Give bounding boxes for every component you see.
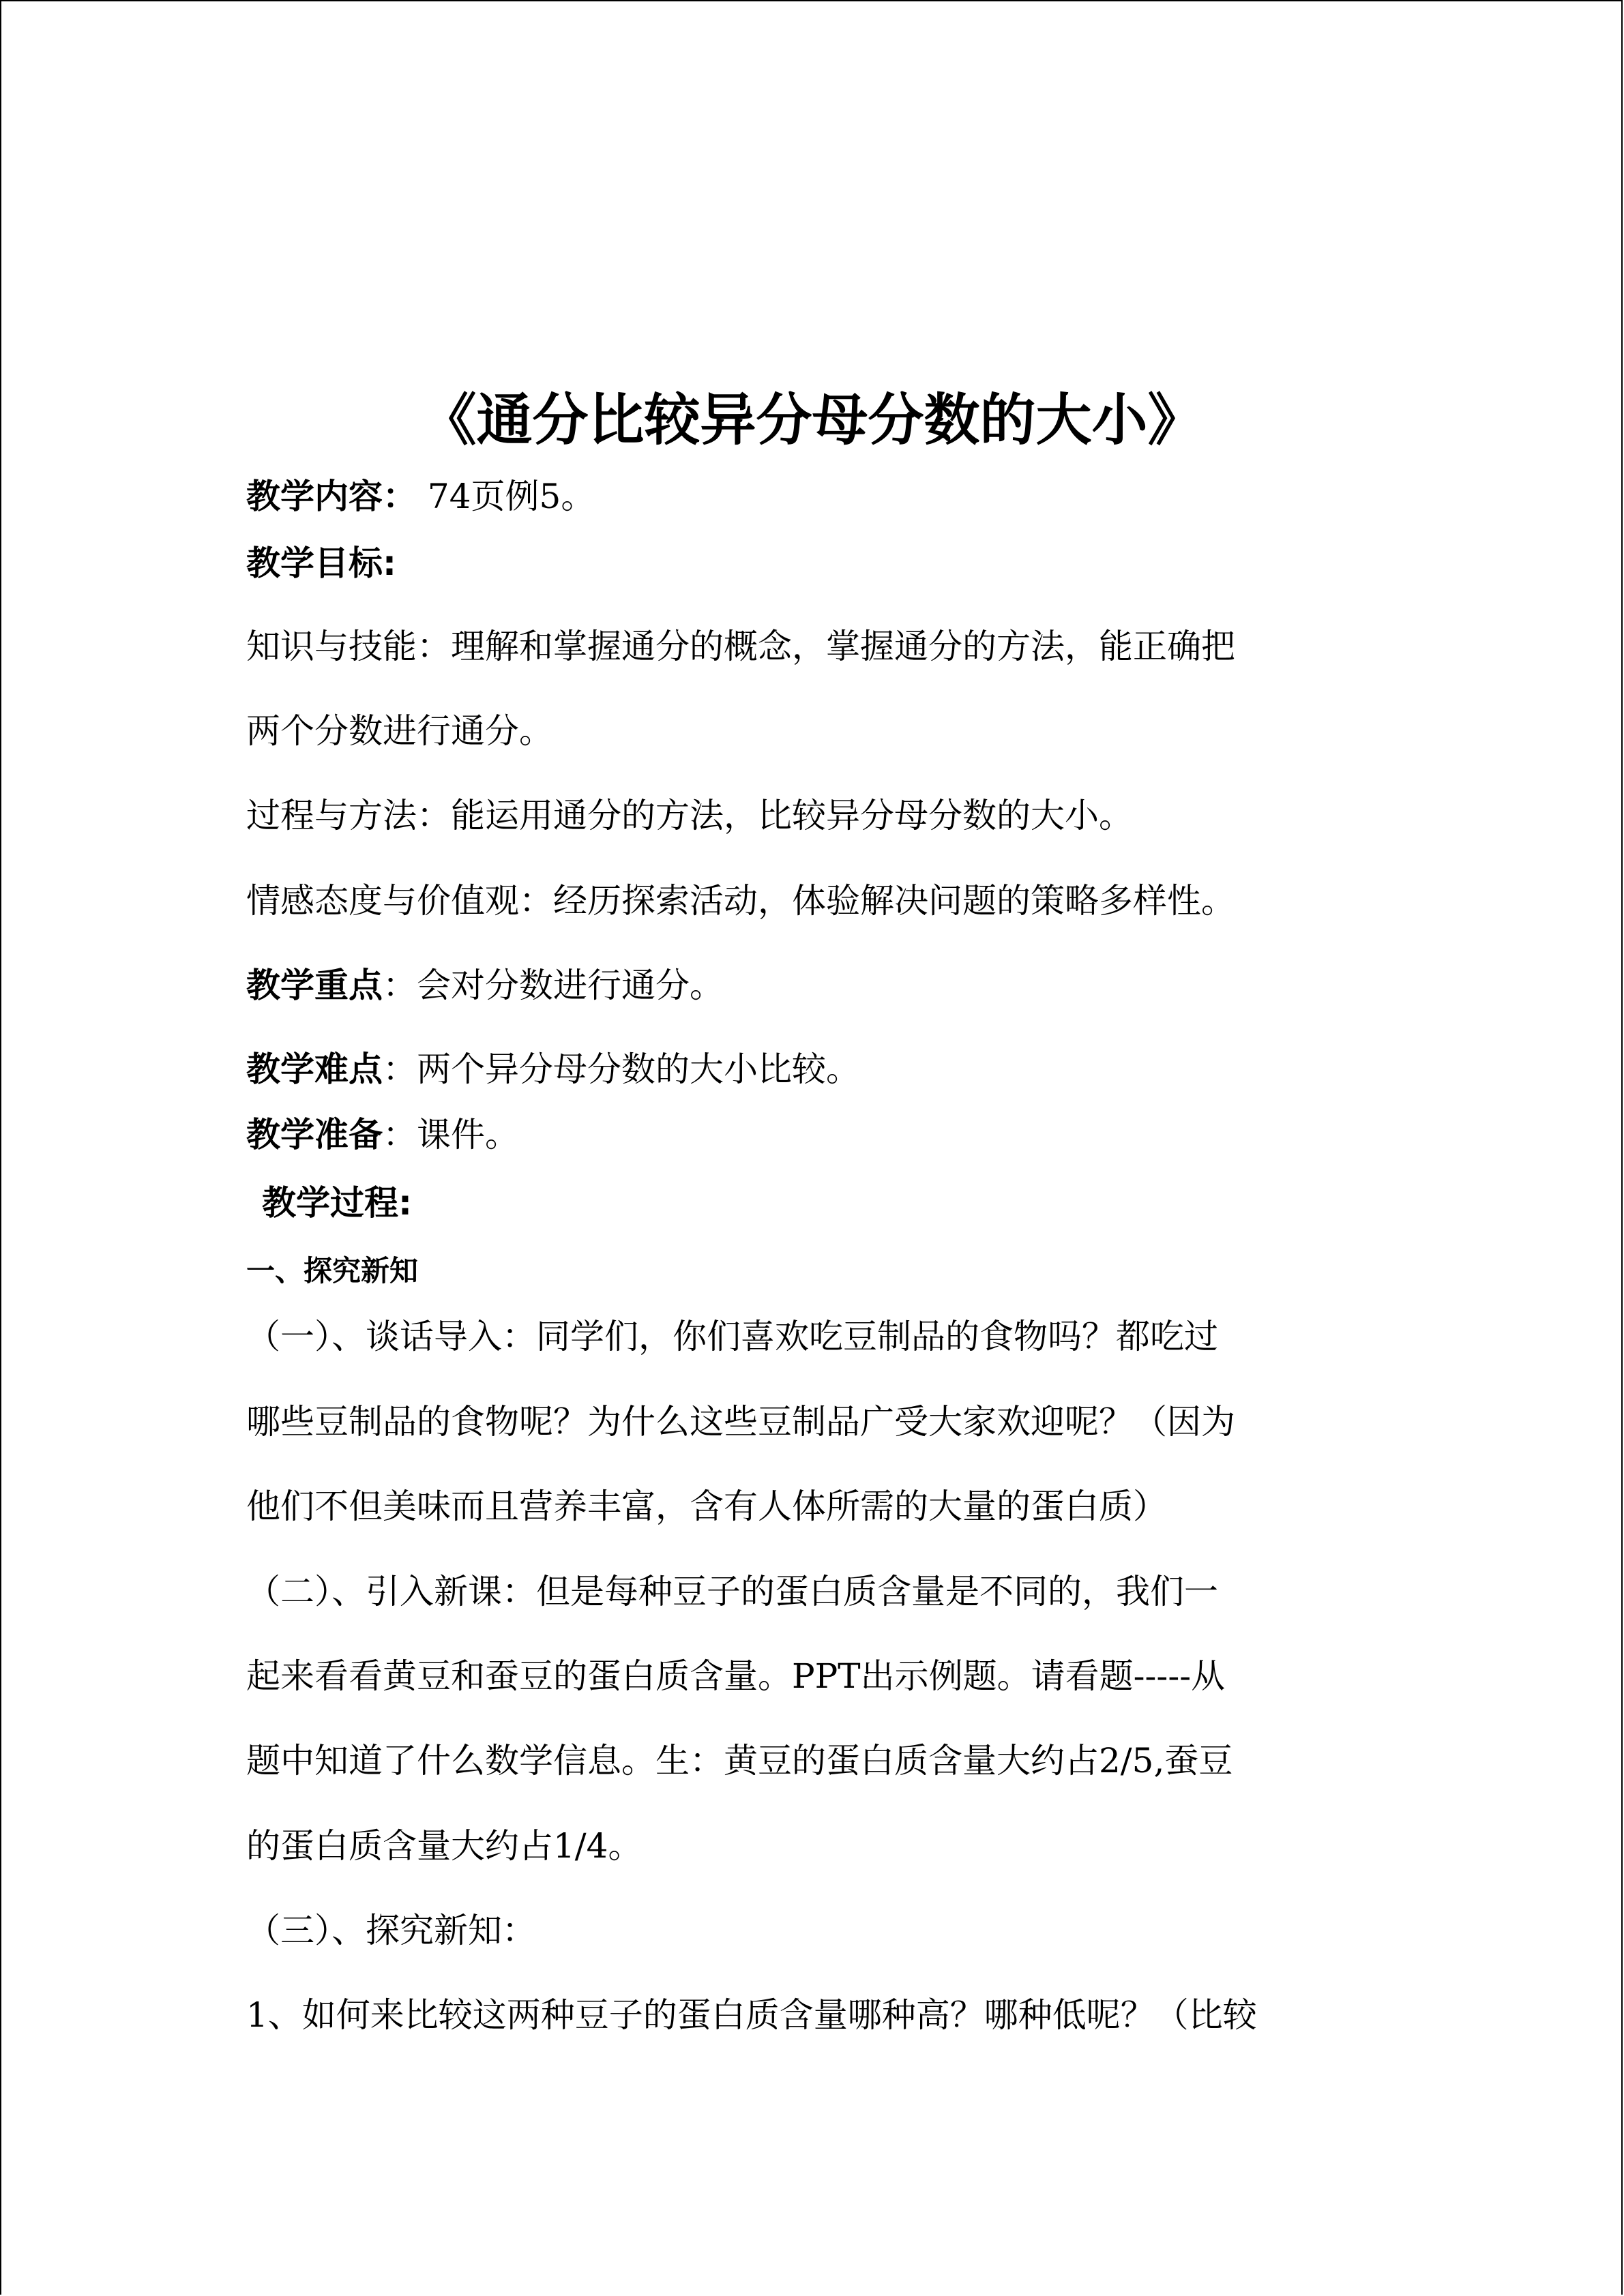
key-point-line [246,964,724,1007]
intro-line-1: （一）、谈话导入：同学们，你们喜欢吃豆制品的食物吗？都吃过 [246,1317,1218,1356]
objective-emotion-line: 情感态度与价值观：经历探索活动，体验解决问题的策略多样性。 [246,881,1235,921]
preparation-label: 教学准备 [246,1115,383,1154]
teaching-objectives-label: 教学目标: [246,543,396,583]
teaching-content-label: 教学内容： [246,477,417,516]
preparation-value: ：课件。 [383,1115,519,1154]
section-1-title: 一、探究新知 [246,1254,419,1287]
key-point-value: ：会对分数进行通分。 [383,966,724,1005]
objective-knowledge-line-1: 知识与技能：理解和掌握通分的概念，掌握通分的方法，能正确把 [246,627,1235,666]
document-title: 《通分比较异分母分数的大小》 [420,388,1204,453]
difficulty-line [246,1047,860,1091]
difficulty-value: ：两个异分母分数的大小比较。 [383,1049,860,1089]
teaching-process-label: 教学过程: [262,1183,412,1223]
intro-line-2: 哪些豆制品的食物呢？为什么这些豆制品广受大家欢迎呢？（因为 [246,1402,1235,1442]
question-1-line: 1、如何来比较这两种豆子的蛋白质含量哪种高？哪种低呢？（比较 [246,1995,1257,2035]
new-lesson-line-3: 题中知道了什么数学信息。生：黄豆的蛋白质含量大约占2/5,蚕豆 [246,1741,1233,1780]
preparation-line [246,1113,519,1157]
intro-line-3: 他们不但美味而且营养丰富，含有人体所需的大量的蛋白质） [246,1487,1167,1526]
difficulty-label: 教学难点 [246,1049,383,1089]
objective-knowledge-line-2: 两个分数进行通分。 [246,711,553,751]
explore-title: （三）、探究新知： [246,1911,536,1950]
objective-process-line: 过程与方法：能运用通分的方法，比较异分母分数的大小。 [246,796,1133,835]
teaching-content-value: 74页例5。 [417,477,595,516]
new-lesson-line-2: 起来看看黄豆和蚕豆的蛋白质含量。PPT出示例题。请看题-----从 [246,1656,1226,1696]
new-lesson-line-1: （二）、引入新课：但是每种豆子的蛋白质含量是不同的，我们一 [246,1572,1218,1611]
teaching-content-line [246,475,595,518]
new-lesson-line-4: 的蛋白质含量大约占1/4。 [246,1826,643,1866]
key-point-label: 教学重点 [246,966,383,1005]
